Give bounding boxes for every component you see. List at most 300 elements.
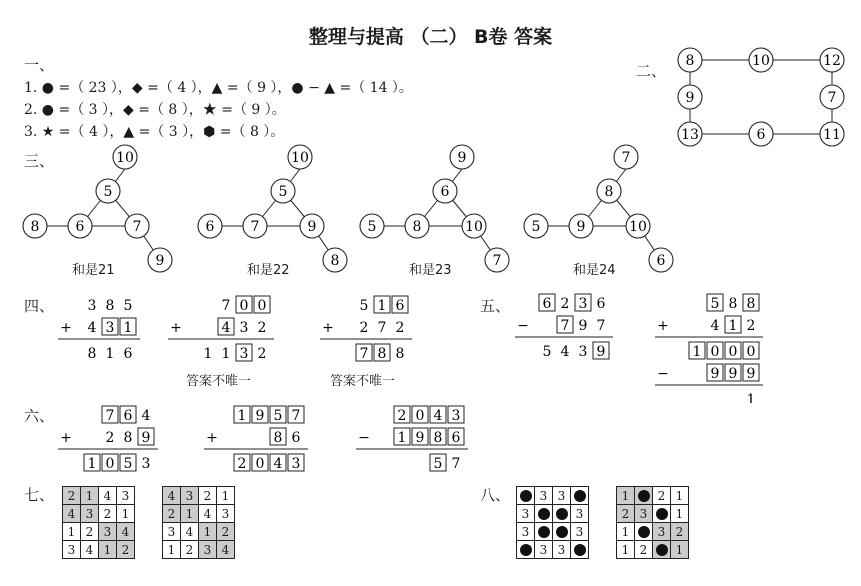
part2-node [678,85,702,109]
part3-node-left [569,214,593,238]
svg-text:9: 9 [710,366,720,382]
grid-cell: 3 [217,505,235,523]
part1-line1: 1. ● =（ 23 ），◆ =（ 4 ），▲ =（ 9 ），● − ▲ =（ 14 ）。 [24,80,413,96]
svg-text:10: 10 [752,53,770,69]
grid-cell: 2 [181,541,199,559]
result-digit [270,454,286,472]
svg-text:7: 7 [596,318,606,334]
grid-cell: 1 [217,487,235,505]
operand-a-digit [561,296,570,312]
section-4-label: 四、 [24,297,55,315]
grid-cell [571,487,589,505]
section-3-label: 三、 [24,152,55,170]
svg-text:8: 8 [412,219,422,235]
operand-a-digit [120,406,136,424]
part8-grid-2 [616,486,689,559]
svg-text:3: 3 [239,320,249,336]
part3-node-mid [271,179,295,203]
grid-cell: 2 [117,541,135,559]
result-digit [252,454,268,472]
svg-text:4: 4 [87,320,97,336]
page-title: 整理与提高 （二） B卷 答案 [308,26,553,48]
operand-c-digit [743,364,759,382]
grid-cell [535,505,553,523]
part7-grid-1 [62,486,135,559]
part3-node-far-left [360,214,384,238]
result-digit [543,344,552,360]
operand-a-digit [392,296,408,314]
operand-a-digit [597,296,606,312]
part3-node-mid [433,179,457,203]
svg-text:6: 6 [75,219,85,235]
operand-a-digit [88,298,97,314]
svg-text:3: 3 [578,296,588,312]
operand-b-digit [258,320,267,336]
svg-text:0: 0 [105,456,115,472]
svg-text:0: 0 [239,298,249,314]
svg-text:8: 8 [105,298,115,314]
result-digit [288,454,304,472]
grid-cell: 3 [535,487,553,505]
part3-caption: 和是24 [573,263,616,278]
result-digit [452,456,461,472]
operand-c-digit [707,364,723,382]
grid-cell: 1 [671,505,689,523]
part2-node [820,122,844,146]
svg-text:2: 2 [359,320,369,336]
svg-text:0: 0 [746,344,756,360]
operand-a-digit [394,406,410,424]
part3-node-left [68,214,92,238]
grid-cell: 1 [199,523,217,541]
operand-a-digit [270,406,286,424]
grid-cell: 1 [617,523,635,541]
grid-cell: 3 [535,541,553,559]
operand-a-digit [236,296,252,314]
grid-cell: 1 [671,541,689,559]
svg-text:0: 0 [255,456,265,472]
result-digit [430,454,446,472]
result-digit [124,346,133,362]
svg-text:9: 9 [155,253,165,269]
svg-text:12: 12 [823,53,841,69]
grid-cell: 2 [217,523,235,541]
svg-text:4: 4 [710,318,720,334]
part4-note-2: 答案不唯一 [330,374,396,389]
svg-text:9: 9 [415,430,425,446]
grid-cell: 4 [181,523,199,541]
grid-cell: 3 [553,487,571,505]
operand-c-digit [725,364,741,382]
operand-b-digit [218,318,234,336]
black-dot-icon [638,490,650,502]
section-1-label: 一、 [24,56,55,74]
svg-text:0: 0 [415,408,425,424]
operand-b-digit [138,428,154,446]
svg-text:4: 4 [221,320,231,336]
grid-cell: 2 [653,487,671,505]
svg-text:5: 5 [103,184,113,200]
result-digit [102,454,118,472]
operand-a-digit [743,294,759,312]
grid-cell: 3 [81,505,99,523]
result-digit [234,454,250,472]
svg-text:13: 13 [681,127,699,143]
grid-cell: 3 [163,523,181,541]
grid-cell: 2 [199,487,217,505]
operator: + [60,320,72,336]
part6-problems [50,400,480,475]
grid-cell [635,523,653,541]
operator: + [657,318,669,334]
operator: − [517,318,529,334]
result-digit [396,346,405,362]
operand-a-digit [106,298,115,314]
operand-b-digit [106,430,115,446]
svg-text:5: 5 [278,184,288,200]
grid-cell [635,487,653,505]
part3-triangle [20,143,180,273]
grid-cell: 4 [81,541,99,559]
grid-cell: 1 [99,541,117,559]
svg-text:3: 3 [451,408,461,424]
result-digit [374,344,390,362]
black-dot-icon [520,490,532,502]
operand-b-digit [747,318,756,334]
svg-text:1: 1 [728,318,738,334]
part3-node-top [288,145,312,169]
section-8-label: 八、 [480,486,511,504]
svg-text:4: 4 [560,344,570,360]
part4-problems [50,290,480,390]
section-6-label: 六、 [24,407,55,425]
operand-b-digit [430,428,446,446]
part3-node-right [462,214,486,238]
grid-cell: 1 [163,541,181,559]
grid-cell: 2 [81,523,99,541]
grid-cell: 3 [63,541,81,559]
grid-cell: 4 [217,541,235,559]
svg-text:7: 7 [560,318,570,334]
grid-cell [553,523,571,541]
black-dot-icon [638,526,650,538]
svg-text:8: 8 [604,184,614,200]
part3-node-far-left [198,214,222,238]
part3-node-top [614,145,638,169]
part3-node-far-right [485,248,509,272]
svg-text:3: 3 [87,298,97,314]
grid-cell: 4 [63,505,81,523]
grid-cell: 4 [199,505,217,523]
result-digit [725,342,741,360]
svg-text:3: 3 [578,344,588,360]
part3-node-right [125,214,149,238]
part3-node-far-right [148,248,172,272]
operand-a-digit [430,406,446,424]
operand-a-digit [254,296,270,314]
svg-text:9: 9 [307,219,317,235]
grid-cell: 3 [99,523,117,541]
svg-text:7: 7 [451,456,461,472]
svg-text:9: 9 [685,90,695,106]
svg-text:7: 7 [250,219,260,235]
part3-node-left [405,214,429,238]
grid-cell [517,541,535,559]
black-dot-icon [574,490,586,502]
svg-text:11: 11 [823,127,841,143]
svg-text:5: 5 [710,296,720,312]
result-digit [106,346,115,362]
grid-cell: 3 [635,505,653,523]
svg-text:5: 5 [123,298,133,314]
part3-node-far-left [23,214,47,238]
svg-text:9: 9 [255,408,265,424]
operator: + [322,320,334,336]
black-dot-icon [574,544,586,556]
part3-node-mid [597,179,621,203]
result-digit [356,344,372,362]
part2-node [820,48,844,72]
svg-text:6: 6 [291,430,301,446]
grid-cell [653,505,671,523]
grid-cell: 3 [571,523,589,541]
operand-b-digit [725,316,741,334]
result-digit [707,342,723,360]
part7-grid-2 [162,486,235,559]
part2-node [678,122,702,146]
section-2-label: 二、 [636,62,667,80]
part3-node-far-left [524,214,548,238]
result-digit [561,344,570,360]
result-digit [142,456,151,472]
svg-text:8: 8 [330,253,340,269]
svg-text:2: 2 [105,430,115,446]
svg-text:5: 5 [273,408,283,424]
svg-text:5: 5 [359,298,369,314]
grid-cell: 1 [63,523,81,541]
grid-cell: 1 [117,505,135,523]
part3-triangle [521,143,681,273]
grid-cell: 3 [517,505,535,523]
svg-text:7: 7 [221,298,231,314]
svg-text:7: 7 [132,219,142,235]
result-digit [689,342,705,360]
operand-a-digit [448,406,464,424]
part3-triangle [357,143,517,273]
svg-text:10: 10 [465,219,483,235]
grid-cell [553,505,571,523]
operand-b-digit [412,428,428,446]
operand-b-digit [579,318,588,334]
svg-text:2: 2 [560,296,570,312]
operand-b-digit [360,320,369,336]
svg-text:1: 1 [692,344,702,360]
operand-b-digit [448,428,464,446]
svg-text:10: 10 [629,219,647,235]
svg-text:7: 7 [377,320,387,336]
grid-cell: 2 [671,523,689,541]
svg-text:9: 9 [457,150,467,166]
svg-text:1: 1 [377,298,387,314]
part3-node-top [450,145,474,169]
operand-a-digit [288,406,304,424]
operator: + [170,320,182,336]
svg-text:2: 2 [257,346,267,362]
operand-b-digit [240,320,249,336]
operand-b-digit [120,318,136,336]
result-digit [258,346,267,362]
result-digit [222,346,231,362]
operand-a-digit [222,298,231,314]
result-digit [88,346,97,362]
svg-text:9: 9 [576,219,586,235]
result-digit [204,346,213,362]
operand-b-digit [396,320,405,336]
svg-text:8: 8 [728,296,738,312]
operand-a-digit [575,294,591,312]
svg-text:8: 8 [123,430,133,446]
grid-cell: 1 [671,487,689,505]
grid-cell: 3 [117,487,135,505]
part3-node-far-right [323,248,347,272]
operand-b-digit [597,318,606,334]
operand-a-digit [539,294,555,312]
operand-a-digit [729,296,738,312]
operator-2: − [657,366,669,382]
svg-text:5: 5 [367,219,377,235]
grid-cell: 3 [553,541,571,559]
black-dot-icon [520,544,532,556]
svg-text:6: 6 [205,219,215,235]
svg-text:2: 2 [397,408,407,424]
svg-text:2: 2 [746,318,756,334]
black-dot-icon [538,526,550,538]
svg-text:8: 8 [30,219,40,235]
svg-text:5: 5 [433,456,443,472]
operand-a-digit [360,298,369,314]
operand-a-digit [142,408,151,424]
svg-text:1: 1 [397,430,407,446]
part2-circle-frame [672,46,852,148]
svg-text:0: 0 [710,344,720,360]
svg-text:9: 9 [596,344,606,360]
grid-cell: 3 [653,523,671,541]
result-digit [579,344,588,360]
svg-text:3: 3 [291,456,301,472]
svg-text:1: 1 [221,346,231,362]
svg-text:0: 0 [257,298,267,314]
svg-text:9: 9 [746,366,756,382]
svg-text:7: 7 [492,253,502,269]
svg-text:6: 6 [656,253,666,269]
part3-triangle [195,143,355,273]
svg-text:9: 9 [578,318,588,334]
grid-cell: 2 [63,487,81,505]
operand-a-digit [234,406,250,424]
svg-text:3: 3 [239,346,249,362]
part3-node-far-right [649,248,673,272]
part3-caption: 和是23 [409,263,452,278]
grid-cell: 2 [635,541,653,559]
black-dot-icon [656,544,668,556]
svg-text:3: 3 [105,320,115,336]
part4-note-1: 答案不唯一 [186,374,252,389]
grid-cell: 2 [99,505,117,523]
operand-a-digit [374,296,390,314]
svg-text:1: 1 [123,320,133,336]
black-dot-icon [656,508,668,520]
svg-text:4: 4 [273,456,283,472]
part3-node-right [626,214,650,238]
svg-text:7: 7 [359,346,369,362]
svg-text:8: 8 [377,346,387,362]
grid-cell: 1 [617,541,635,559]
operand-b-digit [270,428,286,446]
operand-b-digit [394,428,410,446]
part3-caption: 和是21 [72,263,115,278]
part1-line3: 3. ★ =（ 4 ），▲ =（ 3 ），⬢ =（ 8 ）。 [24,124,285,140]
operand-b-digit [378,320,387,336]
result-digit [84,454,100,472]
svg-text:5: 5 [542,344,552,360]
svg-text:6: 6 [440,184,450,200]
svg-text:4: 4 [433,408,443,424]
black-dot-icon [556,508,568,520]
operand-b-digit [711,318,720,334]
result-digit [236,344,252,362]
part3-node-right [300,214,324,238]
svg-text:4: 4 [141,408,151,424]
svg-text:8: 8 [433,430,443,446]
part8-grid-1 [516,486,589,559]
svg-text:2: 2 [257,320,267,336]
result-2-digit [747,392,756,403]
svg-text:6: 6 [123,346,133,362]
grid-cell [653,541,671,559]
operator: − [358,430,370,446]
svg-text:5: 5 [531,219,541,235]
svg-text:6: 6 [451,430,461,446]
operand-a-digit [124,298,133,314]
svg-text:7: 7 [827,90,837,106]
grid-cell: 3 [571,505,589,523]
grid-cell: 2 [617,505,635,523]
part2-node [749,48,773,72]
operand-a-digit [102,406,118,424]
svg-text:6: 6 [123,408,133,424]
grid-cell: 4 [163,487,181,505]
grid-cell: 1 [181,505,199,523]
part1-line2: 2. ● =（ 3 ），◆ =（ 8 ），★ =（ 9 ）。 [24,102,286,118]
grid-cell: 4 [99,487,117,505]
svg-text:8: 8 [87,346,97,362]
grid-cell: 3 [199,541,217,559]
operator: + [60,430,72,446]
grid-cell: 4 [117,523,135,541]
svg-text:10: 10 [291,150,309,166]
svg-text:9: 9 [141,430,151,446]
operand-a-digit [707,294,723,312]
operator: + [206,430,218,446]
grid-cell [571,541,589,559]
svg-text:6: 6 [395,298,405,314]
svg-text:8: 8 [746,296,756,312]
svg-text:6: 6 [756,127,766,143]
svg-text:2: 2 [395,320,405,336]
svg-text:7: 7 [105,408,115,424]
operand-b-digit [124,430,133,446]
operand-b-digit [88,320,97,336]
